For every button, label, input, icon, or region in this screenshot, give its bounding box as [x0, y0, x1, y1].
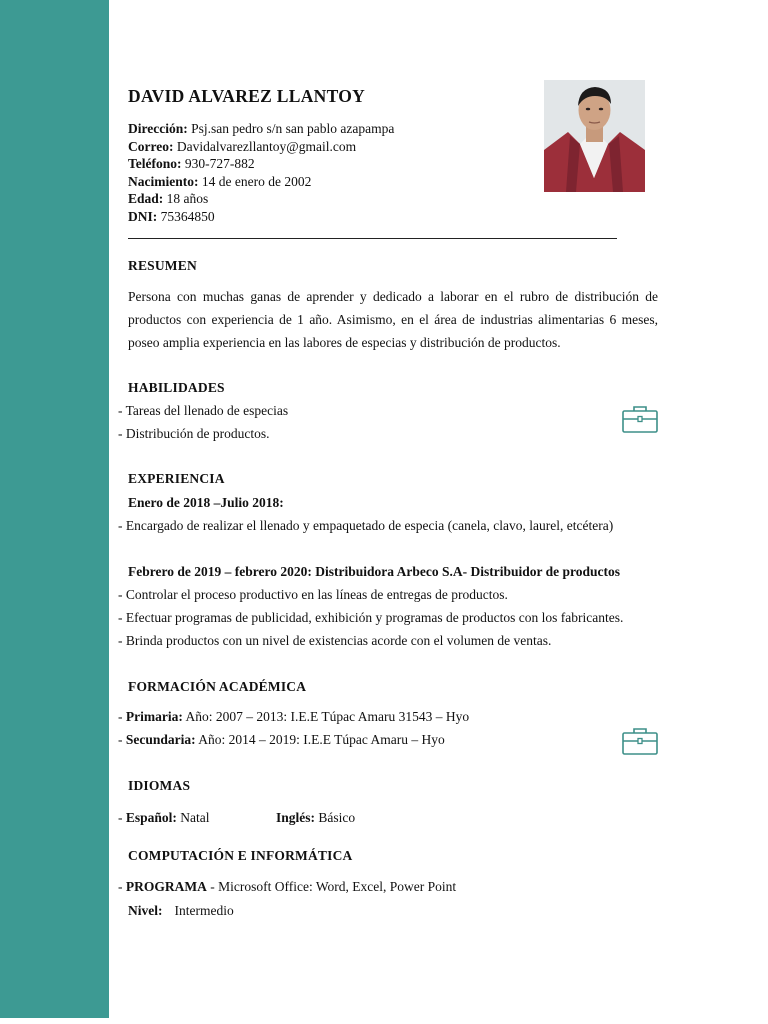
bullet-dash: - [118, 879, 126, 894]
level-item [128, 903, 234, 919]
candidate-name: DAVID ALVAREZ LLANTOY [128, 86, 366, 106]
language-level: Natal [176, 810, 210, 825]
job-task: - Controlar el proceso productivo en las líneas de entregas de productos. [118, 587, 508, 602]
level-value: Intermedio [174, 903, 234, 918]
field-value: 930-727-882 [181, 156, 255, 171]
field-label: Dirección: [128, 121, 188, 136]
section-title-resumen: RESUMEN [128, 258, 197, 273]
field-birth [128, 173, 311, 191]
program-item [118, 879, 456, 895]
bullet-dash: - [118, 732, 126, 747]
education-detail: Año: 2014 – 2019: I.E.E Túpac Amaru – Hyo [195, 732, 445, 747]
skill-item: - Distribución de productos. [118, 426, 270, 441]
briefcase-icon [621, 726, 659, 756]
field-label: Edad: [128, 191, 164, 206]
field-value: Davidalvarezllantoy@gmail.com [173, 138, 357, 154]
field-address [128, 120, 394, 138]
portrait-illustration [544, 80, 645, 192]
field-label: Correo: [128, 138, 174, 154]
profile-photo [544, 80, 645, 192]
resume-page [109, 0, 768, 1024]
resumen-text: Persona con muchas ganas de aprender y dedicado a laborar en el rubro de distribución de productos con experiencia de 1 año. Asimismo, en el área de industrias alimentarias 6 meses, poseo amplia experiencia en las labores de especias y distribución de productos. [128, 289, 658, 350]
job-task: - Efectuar programas de publicidad, exhibición y programas de productos con los fabricantes. [118, 610, 624, 625]
job-period: Enero de 2018 –Julio 2018: [128, 495, 284, 510]
program-value: - Microsoft Office: Word, Excel, Power Point [206, 879, 457, 894]
job-task: - Encargado de realizar el llenado y empaquetado de especia (canela, clavo, laurel, etcétera) [118, 518, 614, 533]
section-title-habilidades: HABILIDADES [128, 380, 225, 395]
education-level: Primaria: [125, 709, 183, 724]
education-item [118, 732, 445, 748]
section-title-computacion: COMPUTACIÓN E INFORMÁTICA [128, 848, 353, 863]
field-value: Psj.san pedro s/n san pablo azapampa [187, 121, 395, 136]
bullet-dash: - [118, 709, 126, 724]
section-title-formacion: FORMACIÓN ACADÉMICA [128, 679, 307, 694]
language-spanish [118, 810, 210, 826]
field-value: 14 de enero de 2002 [198, 173, 312, 189]
language-english [276, 810, 355, 826]
field-age [128, 190, 208, 208]
field-value: 75364850 [157, 208, 215, 224]
education-detail: Año: 2007 – 2013: I.E.E Túpac Amaru 31543 – Hyo [182, 709, 470, 724]
level-label: Nivel: [128, 903, 163, 918]
briefcase-icon [621, 404, 659, 434]
field-value: 18 años [163, 191, 209, 206]
bullet-dash: - [118, 810, 126, 825]
field-phone [128, 155, 255, 173]
header-divider [128, 238, 617, 239]
section-title-idiomas: IDIOMAS [128, 778, 191, 793]
language-label: Inglés: [276, 810, 316, 825]
section-title-experiencia: EXPERIENCIA [128, 471, 225, 486]
language-label: Español: [125, 810, 177, 825]
job-task: - Brinda productos con un nivel de existencias acorde con el volumen de ventas. [118, 633, 552, 648]
education-item [118, 709, 469, 725]
field-dni [128, 208, 215, 226]
program-label: PROGRAMA [125, 879, 207, 894]
language-level: Básico [315, 810, 356, 825]
field-label: Nacimiento: [128, 173, 199, 189]
field-label: Teléfono: [128, 156, 182, 171]
field-label: DNI: [128, 208, 158, 224]
field-email [128, 138, 356, 156]
skill-item: - Tareas del llenado de especias [118, 403, 289, 418]
job-period: Febrero de 2019 – febrero 2020: Distribuidora Arbeco S.A- Distribuidor de productos [128, 564, 620, 579]
sidebar-accent [0, 0, 109, 1018]
education-level: Secundaria: [125, 732, 196, 747]
